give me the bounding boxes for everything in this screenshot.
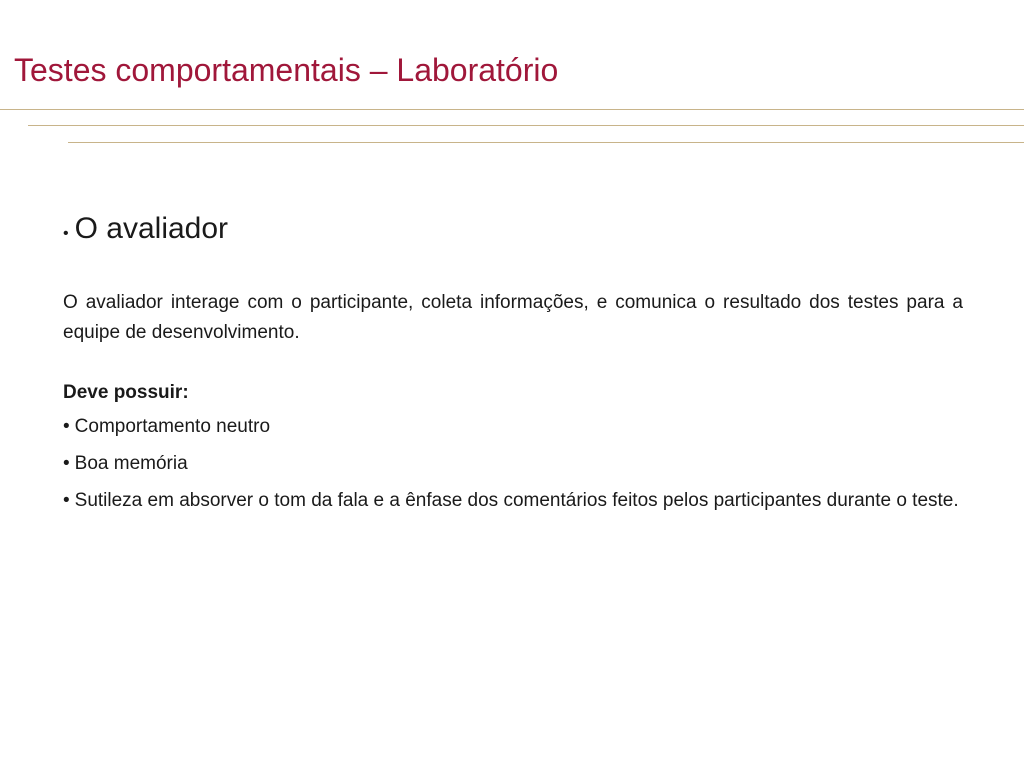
list-item bbox=[63, 449, 963, 479]
bullet-icon: • bbox=[63, 453, 70, 474]
title-divider-line-3 bbox=[68, 142, 1024, 143]
list-item-text: Sutileza em absorver o tom da fala e a ênfase dos comentários feitos pelos participantes durante o teste. bbox=[74, 490, 959, 511]
description-paragraph: O avaliador interage com o participante, coleta informações, e comunica o resultado dos testes para a equipe de desenvolvimento. bbox=[63, 292, 963, 343]
section-heading-text: O avaliador bbox=[74, 212, 229, 245]
title-divider-line-1 bbox=[0, 109, 1024, 110]
slide-title: Testes comportamentais – Laboratório bbox=[14, 52, 559, 88]
bullet-icon: • bbox=[63, 225, 69, 242]
list-item bbox=[63, 486, 963, 516]
bullet-icon: • bbox=[63, 416, 70, 437]
list-item-text: Boa memória bbox=[74, 453, 188, 474]
slide-content bbox=[63, 205, 963, 523]
requirements-list bbox=[63, 412, 963, 516]
requirements-subheading: Deve possuir: bbox=[63, 382, 189, 403]
list-item-text: Comportamento neutro bbox=[74, 416, 271, 437]
list-item bbox=[63, 412, 963, 442]
section-heading bbox=[63, 205, 963, 258]
bullet-icon: • bbox=[63, 490, 70, 511]
title-divider-line-2 bbox=[28, 125, 1024, 126]
